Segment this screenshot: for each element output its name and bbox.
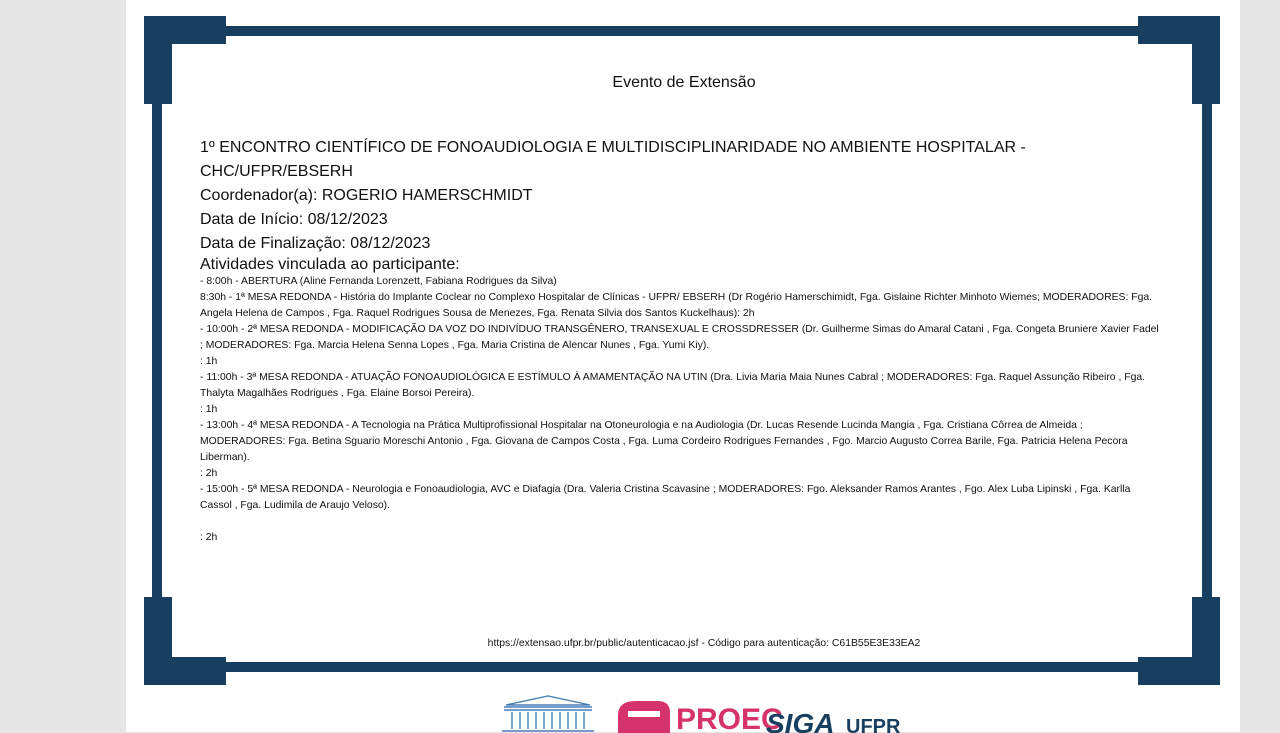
end-date: Data de Finalização: 08/12/2023 <box>200 235 431 252</box>
event-title: 1º ENCONTRO CIENTÍFICO DE FONOAUDIOLOGIA E MULTIDISCIPLINARIDADE NO AMBIENTE HOSPITALAR - CHC/UFPR/EBSERH <box>200 139 1026 180</box>
activity-line: 8:30h - 1ª MESA REDONDA - História do Implante Coclear no Complexo Hospitalar de Clínicas - UFPR/ EBSERH (Dr Rogério Hamerschimidt, Fga. Gislaine Richter Minhoto Wiemes; MODERADORES: Fga. Angela Helena de Campos , Fga. Raquel Rodrigues Sousa de Menezes, Fga. Renata Silvia dos Santos Kuckelhaus): 2h <box>200 292 1153 319</box>
activity-line <box>200 514 1160 530</box>
proec-logo-text: PROEC <box>676 703 783 733</box>
logo-strip <box>500 693 920 733</box>
start-date: Data de Início: 08/12/2023 <box>200 211 388 228</box>
activity-line: - 10:00h - 2ª MESA REDONDA - MODIFICAÇÃO DA VOZ DO INDIVÍDUO TRANSGÊNERO, TRANSEXUAL E CROSSDRESSER (Dr. Guilherme Simas do Amaral Catani , Fga. Congeta Bruniere Xavier Fadel ; MODERADORES: Fga. Marcia Helena Senna Lopes , Fga. Maria Cristina de Alencar Nunes , Fga. Yumi Kiy). <box>200 324 1159 351</box>
university-building-logo <box>500 693 596 733</box>
frame-right-border <box>1202 88 1212 618</box>
frame-top-border <box>170 26 1194 36</box>
activity-line: : 1h <box>200 356 218 367</box>
activity-line: - 15:00h - 5ª MESA REDONDA - Neurologia e Fonoaudiologia, AVC e Diafagia (Dra. Valeria Cristina Scavasine ; MODERADORES: Fgo. Aleksander Ramos Arantes , Fgo. Alex Luba Lipinski , Fga. Karlla Cassol , Fga. Ludimila de Araujo Veloso). <box>200 484 1131 511</box>
activity-line: : 1h <box>200 404 218 415</box>
siga-logo-text: SIGA <box>766 708 835 733</box>
frame-left-border <box>152 88 162 618</box>
certificate-header: Evento de Extensão <box>612 74 756 91</box>
activities-heading: Atividades vinculada ao participante: <box>200 256 460 273</box>
coordinator: Coordenador(a): ROGERIO HAMERSCHMIDT <box>200 187 533 204</box>
certificate-body <box>200 136 1160 546</box>
authentication-footer: https://extensao.ufpr.br/public/autenticacao.jsf - Código para autenticação: C61B55E3E33EA2 <box>487 638 921 649</box>
activities-list <box>200 274 1160 546</box>
proec-logo <box>614 693 783 733</box>
activity-line: - 13:00h - 4ª MESA REDONDA - A Tecnologia na Prática Multiprofissional Hospitalar na Otoneurologia e na Audiologia (Dr. Lucas Resende Lucinda Mangia , Fga. Cristiana Côrrea de Almeida ; MODERADORES: Fga. Betina Sguario Moreschi Antonio , Fga. Giovana de Campos Costa , Fga. Luma Cordeiro Rodrigues Fernandes , Fgo. Marcio Augusto Correa Barile, Fga. Patricia Helena Pecora Liberman). <box>200 420 1128 463</box>
ufpr-logo-text: UFPR <box>846 716 901 733</box>
activity-line: - 8:00h - ABERTURA (Aline Fernanda Lorenzett, Fabiana Rodrigues da Silva) <box>200 276 557 287</box>
siga-ufpr-logo <box>766 693 906 733</box>
activity-line: : 2h <box>200 468 218 479</box>
frame-bottom-border <box>170 662 1194 672</box>
activity-line: - 11:00h - 3ª MESA REDONDA - ATUAÇÃO FONOAUDIOLÓGICA E ESTÍMULO À AMAMENTAÇÃO NA UTIN (Dra. Livia Maria Maia Nunes Cabral ; MODERADORES: Fga. Raquel Assunção Ribeiro , Fga. Thalyta Magalhães Rodrigues , Fga. Elaine Borsoi Pereira). <box>200 372 1146 399</box>
activity-line: : 2h <box>200 532 218 543</box>
